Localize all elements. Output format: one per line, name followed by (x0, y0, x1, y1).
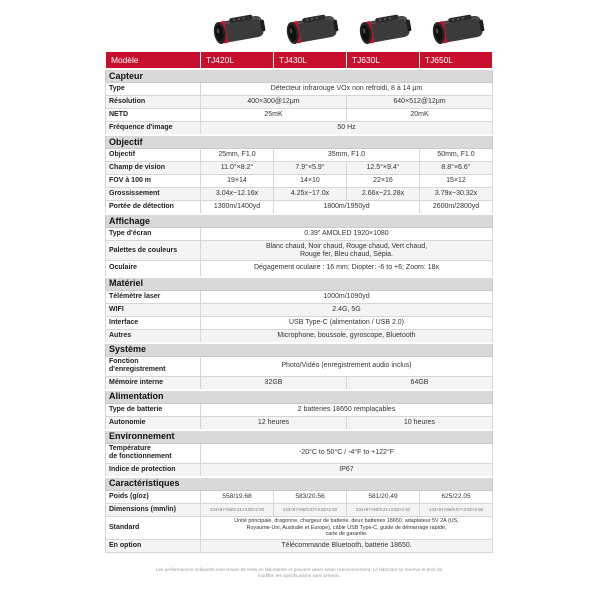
spec-row-grossissement (106, 188, 493, 201)
spec-value: -20°C to 50°C / -4°F to +122°F (201, 443, 493, 463)
section-objectif (106, 135, 493, 214)
spec-label: Fréquence d'image (106, 122, 201, 136)
model-header-row (106, 52, 493, 70)
spec-label: Oculaire (106, 261, 201, 277)
product-image-tj420l (200, 12, 273, 48)
spec-label: Objectif (106, 149, 201, 162)
spec-value: 14×10 (274, 175, 347, 188)
spec-value: 25mK (201, 109, 347, 122)
spec-value: 1300m/1400yd (201, 201, 274, 215)
section-materiel (106, 277, 493, 343)
spec-label: Température de fonctionnement (106, 443, 201, 463)
spec-row-standard (106, 516, 493, 540)
section-environnement (106, 430, 493, 477)
spec-label: Portée de détection (106, 201, 201, 215)
spec-row-indice-de-protection (106, 463, 493, 477)
spec-value: 1800m/1950yd (274, 201, 420, 215)
model-header (106, 52, 493, 70)
spec-label: En option (106, 540, 201, 553)
spec-value: 2600m/2800yd (420, 201, 493, 215)
section-title: Affichage (106, 214, 493, 228)
section-systeme (106, 343, 493, 390)
spec-row-fonction-d-enregistrement (106, 356, 493, 376)
model-name-tj430l: TJ430L (274, 52, 347, 70)
spec-value: 35mm, F1.0 (274, 149, 420, 162)
spec-row-telemetre-laser (106, 290, 493, 303)
spec-table (105, 51, 493, 553)
spec-label: Palettes de couleurs (106, 241, 201, 261)
spec-row-netd (106, 109, 493, 122)
spec-value: 2.4G, 5G (201, 303, 493, 316)
spec-value: IP67 (201, 463, 493, 477)
spec-row-memoire-interne (106, 376, 493, 390)
spec-label: Autonomie (106, 416, 201, 430)
spec-value: Blanc chaud, Noir chaud, Rouge chaud, Vert chaud, Rouge fer, Bleu chaud, Sépia. (201, 241, 493, 261)
section-caracteristiques (106, 477, 493, 553)
spec-label: WIFI (106, 303, 201, 316)
section-header-row (106, 430, 493, 444)
spec-label: Mémoire interne (106, 376, 201, 390)
spec-value: 7.9°×5.9° (274, 162, 347, 175)
product-image-tj630l (346, 12, 419, 48)
thermal-monocular-icon (354, 13, 412, 47)
section-header-row (106, 214, 493, 228)
spec-value: Détecteur infrarouge VOx non refroidi, 8 à 14 μm (201, 83, 493, 96)
spec-value: 581/20.49 (347, 490, 420, 503)
section-title: Caractéristiques (106, 477, 493, 491)
spec-value: 19×14 (201, 175, 274, 188)
spec-row-en-option (106, 540, 493, 553)
section-affichage (106, 214, 493, 277)
spec-row-type-de-batterie (106, 403, 493, 416)
spec-value: 243×97×66/9.57×3.82×2.60 (420, 503, 493, 516)
section-title: Matériel (106, 277, 493, 291)
spec-label: Standard (106, 516, 201, 540)
section-title: Environnement (106, 430, 493, 444)
spec-value: 20mK (347, 109, 493, 122)
spec-row-oculaire (106, 261, 493, 277)
spec-value: 0.39" AMOLED 1920×1080 (201, 228, 493, 241)
section-header-row (106, 390, 493, 404)
spec-value: Microphone, boussole, gyroscope, Bluetooth (201, 329, 493, 343)
spec-row-interface (106, 316, 493, 329)
spec-label: Poids (g/oz) (106, 490, 201, 503)
spec-value: 50mm, F1.0 (420, 149, 493, 162)
spec-value: 234×97×66/9.21×3.82×2.60 (347, 503, 420, 516)
spec-label: Interface (106, 316, 201, 329)
spec-value: 10 heures (347, 416, 493, 430)
product-image-tj650l (419, 12, 492, 48)
thermal-monocular-icon (208, 13, 266, 47)
section-title: Système (106, 343, 493, 357)
spec-value: 11.0°×8.2° (201, 162, 274, 175)
spec-row-autres (106, 329, 493, 343)
spec-value: 558/19.68 (201, 490, 274, 503)
spec-value: 8.8°×6.6° (420, 162, 493, 175)
section-title: Alimentation (106, 390, 493, 404)
spec-row-type-d-ecran (106, 228, 493, 241)
spec-row-autonomie (106, 416, 493, 430)
spec-label: Indice de protection (106, 463, 201, 477)
section-header-row (106, 135, 493, 149)
spec-label: Résolution (106, 96, 201, 109)
spec-value: 640×512@12μm (347, 96, 493, 109)
spec-value: 583/20.56 (274, 490, 347, 503)
spec-value: 25mm, F1.0 (201, 149, 274, 162)
disclaimer-footnote: Les performances indiquées sont issues de tests en laboratoire et peuvent varier selon l'environnement. Le fabricant se réserve le droit de modifier les spécifications sans préavis. (155, 567, 443, 578)
spec-label: Télémètre laser (106, 290, 201, 303)
spec-value: Télécommande Bluetooth, batterie 18650. (201, 540, 493, 553)
spec-value: 2.66x~21.28x (347, 188, 420, 201)
spec-label: Autres (106, 329, 201, 343)
model-name-tj650l: TJ650L (420, 52, 493, 70)
section-capteur (106, 69, 493, 135)
spec-value: 12.5°×9.4° (347, 162, 420, 175)
spec-value: Dégagement oculaire : 16 mm; Diopter: -6 to +6; Zoom: 18x (201, 261, 493, 277)
spec-value: 4.25x~17.0x (274, 188, 347, 201)
spec-label: Type (106, 83, 201, 96)
spec-row-wifi (106, 303, 493, 316)
spec-value: USB Type-C (alimentation / USB 2.0) (201, 316, 493, 329)
spec-value: 400×300@12μm (201, 96, 347, 109)
section-title: Objectif (106, 135, 493, 149)
spec-label: Type de batterie (106, 403, 201, 416)
spec-row-palettes-de-couleurs (106, 241, 493, 261)
spec-row-poids-g-oz (106, 490, 493, 503)
spec-label: Champ de vision (106, 162, 201, 175)
spec-value: 22×16 (347, 175, 420, 188)
spec-label: NETD (106, 109, 201, 122)
spec-label: Fonction d'enregistrement (106, 356, 201, 376)
spec-value: Photo/Vidéo (enregistrement audio inclus) (201, 356, 493, 376)
spec-value: 234×97×66/9.21×3.82×2.60 (201, 503, 274, 516)
spec-value: 3.79x~30.32x (420, 188, 493, 201)
spec-row-portee-de-detection (106, 201, 493, 215)
section-header-row (106, 477, 493, 491)
spec-value: 12 heures (201, 416, 347, 430)
model-column-label: Modèle (106, 52, 201, 70)
spec-row-dimensions-mm-in (106, 503, 493, 516)
spec-value: 1000m/1090yd (201, 290, 493, 303)
spec-value: 15×12 (420, 175, 493, 188)
thermal-monocular-icon (427, 13, 485, 47)
spec-value: 50 Hz (201, 122, 493, 136)
spec-label: Grossissement (106, 188, 201, 201)
spec-value: 243×97×66/9.57×3.82×2.60 (274, 503, 347, 516)
section-title: Capteur (106, 69, 493, 83)
spec-row-temperature-de-fonctionnement (106, 443, 493, 463)
spec-row-fov-a-100-m (106, 175, 493, 188)
spec-value: 64GB (347, 376, 493, 390)
section-header-row (106, 343, 493, 357)
spec-row-champ-de-vision (106, 162, 493, 175)
product-image-tj430l (273, 12, 346, 48)
product-images-row (200, 12, 492, 48)
spec-row-frequence-d-image (106, 122, 493, 136)
spec-value: Unité principale, dragonne, chargeur de batterie, deux batteries 18650, adaptateur 5V 2A (US, Royaume-Uni, Australie et Europe), câble USB Type-C, guide de démarrage rapide, carte de garantie. (201, 516, 493, 540)
spec-row-type (106, 83, 493, 96)
section-header-row (106, 277, 493, 291)
section-header-row (106, 69, 493, 83)
spec-row-objectif (106, 149, 493, 162)
spec-value: 2 batteries 18650 remplaçables (201, 403, 493, 416)
spec-label: Dimensions (mm/in) (106, 503, 201, 516)
spec-value: 625/22.05 (420, 490, 493, 503)
model-name-tj630l: TJ630L (347, 52, 420, 70)
spec-value: 32GB (201, 376, 347, 390)
spec-label: FOV à 100 m (106, 175, 201, 188)
spec-value: 3.04x~12.16x (201, 188, 274, 201)
model-name-tj420l: TJ420L (201, 52, 274, 70)
section-alimentation (106, 390, 493, 430)
spec-label: Type d'écran (106, 228, 201, 241)
spec-row-resolution (106, 96, 493, 109)
thermal-monocular-icon (281, 13, 339, 47)
